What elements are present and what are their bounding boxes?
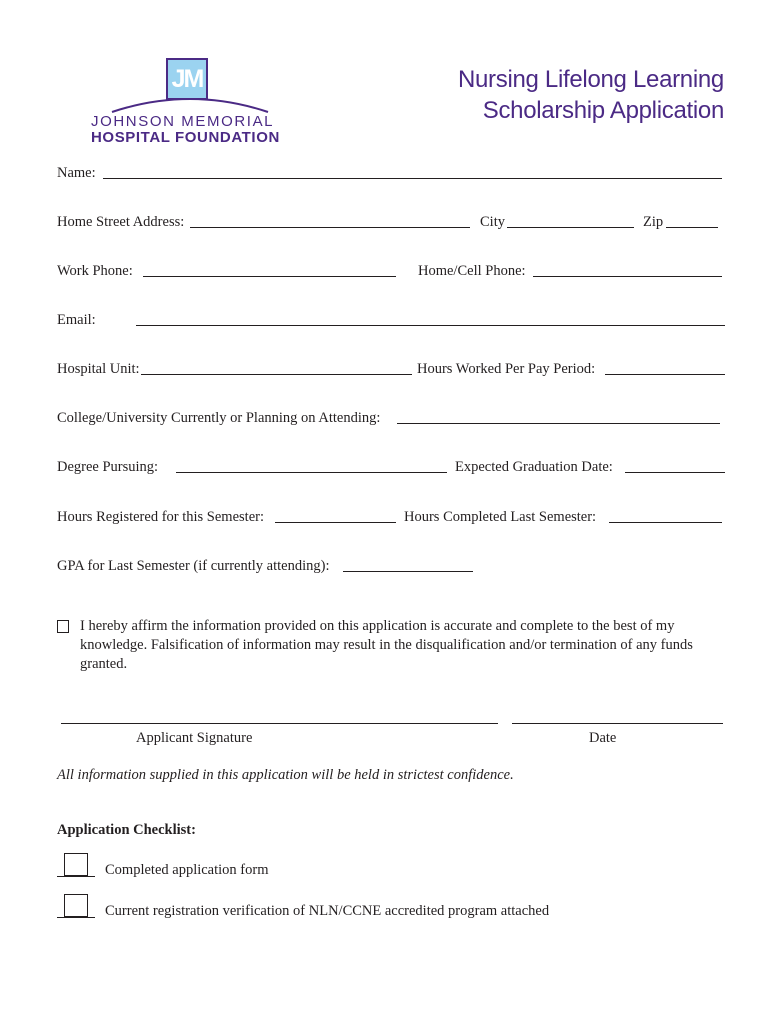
logo-arc — [110, 92, 270, 114]
zip-field[interactable] — [666, 227, 718, 228]
home-phone-label: Home/Cell Phone: — [418, 263, 526, 279]
hours-registered-field[interactable] — [275, 522, 396, 523]
checklist-item-1-underline — [57, 876, 95, 877]
college-label: College/University Currently or Planning on Attending: — [57, 410, 381, 426]
checklist-item-2-label: Current registration verification of NLN/CCNE accredited program attached — [105, 903, 550, 919]
date-field[interactable] — [512, 723, 723, 724]
checklist-item-1-label: Completed application form — [105, 862, 269, 878]
hours-completed-field[interactable] — [609, 522, 722, 523]
city-label: City — [480, 214, 505, 230]
logo-monogram: JM — [171, 65, 203, 93]
email-label: Email: — [57, 312, 96, 328]
checklist-item-1-checkbox[interactable] — [64, 853, 88, 876]
home-phone-field[interactable] — [533, 276, 722, 277]
degree-field[interactable] — [176, 472, 447, 473]
graduation-date-field[interactable] — [625, 472, 725, 473]
name-field[interactable] — [103, 178, 722, 179]
title-line1: Nursing Lifelong Learning — [457, 66, 724, 93]
college-field[interactable] — [397, 423, 720, 424]
signature-label: Applicant Signature — [136, 730, 253, 746]
date-label: Date — [589, 730, 617, 746]
hours-completed-label: Hours Completed Last Semester: — [404, 509, 597, 525]
hours-worked-field[interactable] — [605, 374, 725, 375]
hours-worked-label: Hours Worked Per Pay Period: — [417, 361, 596, 377]
signature-field[interactable] — [61, 723, 498, 724]
city-field[interactable] — [507, 227, 634, 228]
confidentiality-note: All information supplied in this application will be held in strictest confidence. — [57, 767, 514, 783]
hours-registered-label: Hours Registered for this Semester: — [57, 509, 264, 525]
hospital-unit-label: Hospital Unit: — [57, 361, 140, 377]
gpa-field[interactable] — [343, 571, 473, 572]
affirmation-checkbox[interactable] — [57, 620, 69, 633]
logo-text-line2: HOSPITAL FOUNDATION — [91, 129, 280, 146]
hospital-unit-field[interactable] — [141, 374, 412, 375]
zip-label: Zip — [643, 214, 664, 230]
work-phone-label: Work Phone: — [57, 263, 133, 279]
logo-text-line1: JOHNSON MEMORIAL — [91, 113, 275, 130]
checklist-item-2-underline — [57, 917, 95, 918]
name-label: Name: — [57, 165, 96, 181]
checklist-heading: Application Checklist: — [57, 822, 196, 838]
gpa-label: GPA for Last Semester (if currently attending): — [57, 558, 330, 574]
work-phone-field[interactable] — [143, 276, 396, 277]
affirmation-text: I hereby affirm the information provided on this application is accurate and complete to the best of my knowledge. Falsification of information may result in the disqualification and/or termination of any funds granted. — [80, 618, 693, 672]
email-field[interactable] — [136, 325, 725, 326]
title-line2: Scholarship Application — [482, 97, 724, 124]
street-address-label: Home Street Address: — [57, 214, 185, 230]
checklist-item-2-checkbox[interactable] — [64, 894, 88, 917]
degree-label: Degree Pursuing: — [57, 459, 159, 475]
page-title — [458, 64, 724, 126]
street-address-field[interactable] — [190, 227, 470, 228]
graduation-date-label: Expected Graduation Date: — [455, 459, 613, 475]
